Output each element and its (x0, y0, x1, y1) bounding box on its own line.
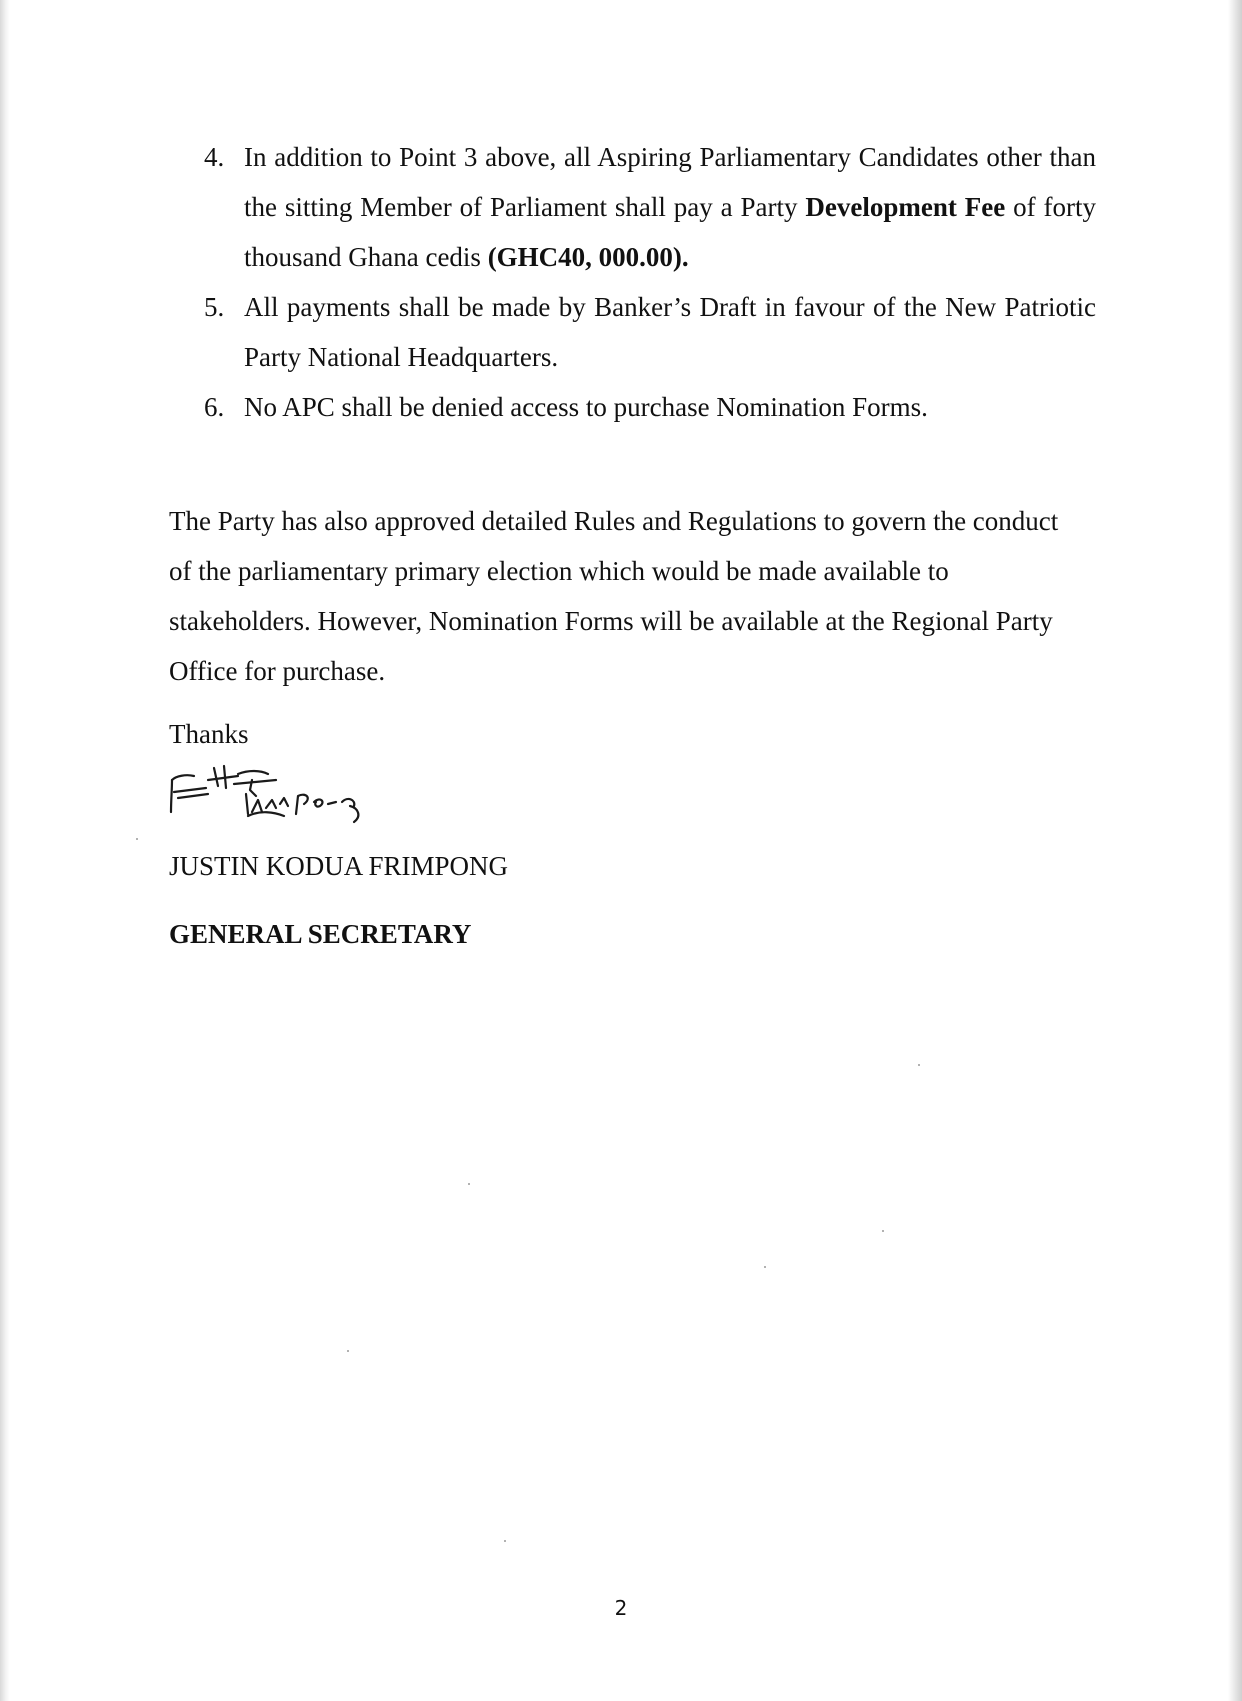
development-fee-label: Development Fee (805, 192, 1006, 222)
list-item-number: 6. (204, 392, 225, 422)
closing-text: Thanks (169, 719, 249, 749)
page-right-edge (1228, 0, 1242, 1701)
scan-speck (918, 1064, 920, 1066)
scan-speck (347, 1350, 349, 1352)
scan-speck (504, 1540, 506, 1542)
fee-amount: (GHC40, 000.00). (487, 242, 689, 272)
signer-name: JUSTIN KODUA FRIMPONG (169, 851, 509, 881)
list-item-text: of forty thousand Ghana cedis (244, 192, 1096, 272)
signer-title: GENERAL SECRETARY (169, 919, 472, 949)
list-item-number: 5. (204, 292, 225, 322)
list-item (196, 282, 1096, 382)
scan-speck (136, 838, 138, 840)
scan-speck (764, 1266, 766, 1268)
body-paragraph: The Party has also approved detailed Rules and Regulations to govern the conduct of the parliamentary primary election which would be made available to stakeholders. However, Nomination Forms will be available at the Regional Party Office for purchase. (169, 506, 1059, 686)
page-left-edge (0, 0, 10, 1701)
list-item-text: In addition to Point 3 above, all Aspiring Parliamentary Candidates other than the sitting Member of Parliament shall pay a Party (244, 142, 1096, 222)
requirements-list (196, 132, 1096, 432)
list-item (196, 132, 1096, 282)
scan-speck (468, 1183, 470, 1185)
list-item-number: 4. (204, 142, 225, 172)
list-item-text: All payments shall be made by Banker’s Draft in favour of the New Patriotic Party National Headquarters. (244, 292, 1096, 372)
list-item-text: No APC shall be denied access to purchase Nomination Forms. (244, 392, 928, 422)
page-number: 2 (614, 1596, 628, 1620)
scan-speck (882, 1230, 884, 1232)
list-item (196, 382, 1096, 432)
